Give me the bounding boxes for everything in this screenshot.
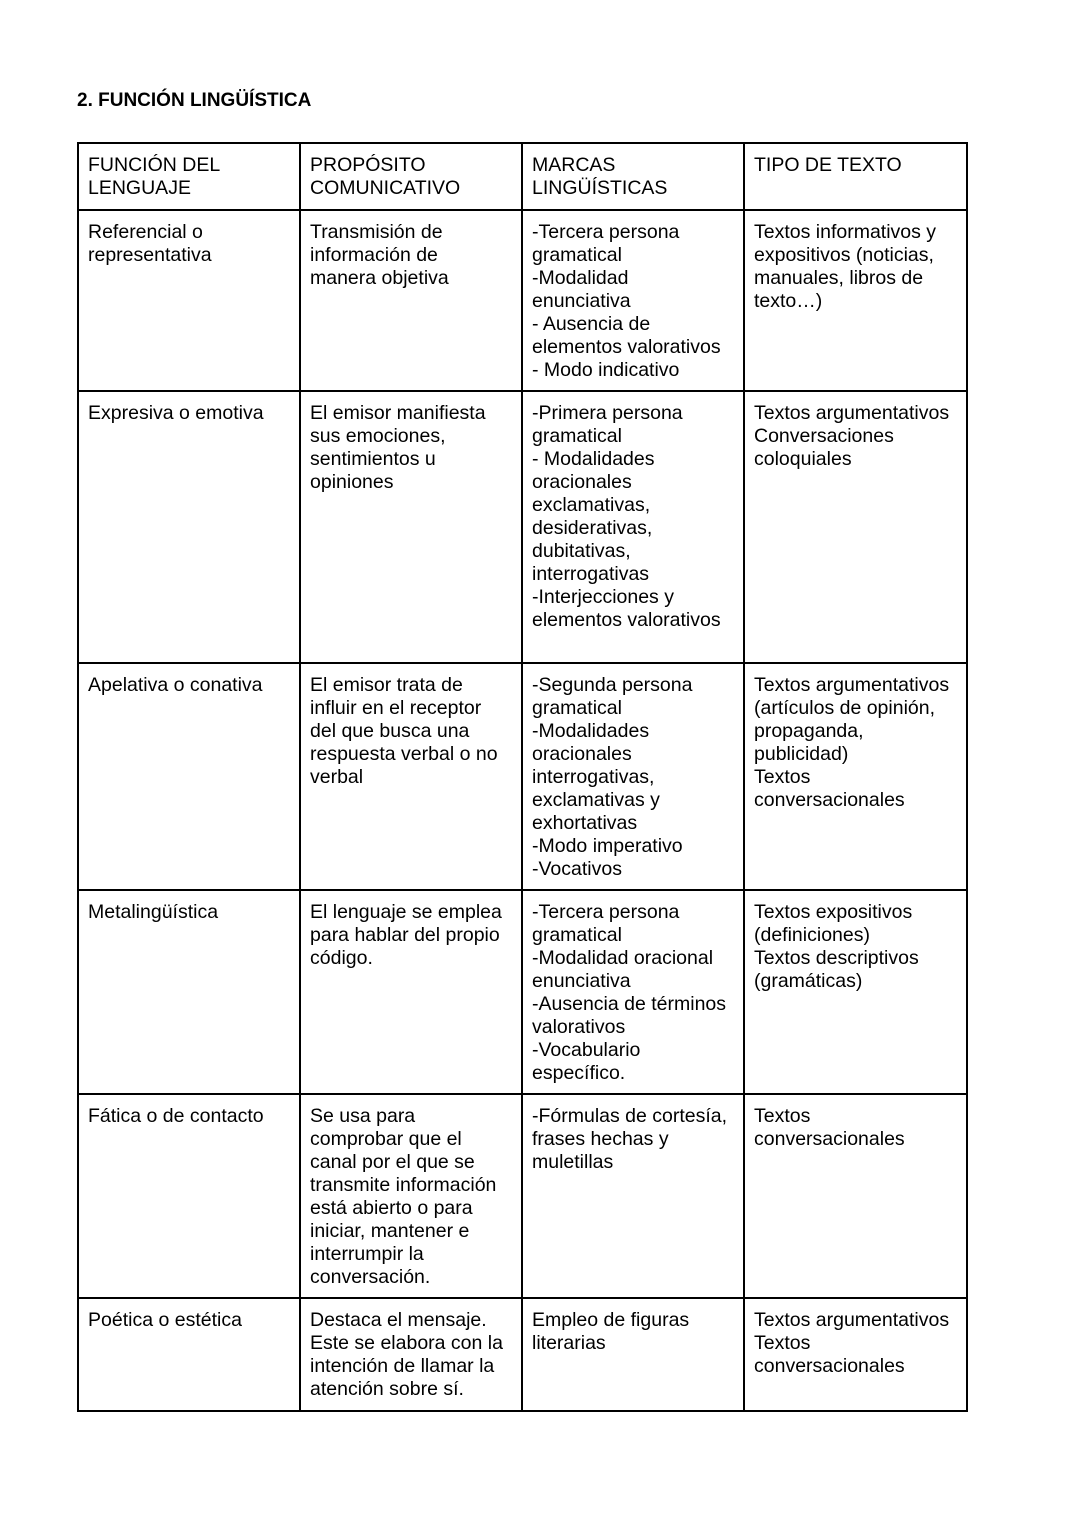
table-cell: Destaca el mensaje. Este se elabora con la intención de llamar la atención sobre sí. [300,1298,522,1411]
table-cell: El lenguaje se emplea para hablar del propio código. [300,890,522,1094]
section-heading: 2. FUNCIÓN LINGÜÍSTICA [77,90,312,111]
table-header-row [78,143,967,210]
table-cell: Textos informativos y expositivos (noticias, manuales, libros de texto…) [744,210,967,391]
header-cell-tipo: TIPO DE TEXTO [744,143,967,210]
table-row [78,1298,967,1411]
table-cell: -Primera persona gramatical - Modalidades oracionales exclamativas, desiderativas, dubitativas, interrogativas -Interjecciones y elementos valorativos [522,391,744,663]
table-row [78,1094,967,1298]
table-cell: Textos conversacionales [744,1094,967,1298]
table-cell: -Tercera persona gramatical -Modalidad enunciativa - Ausencia de elementos valorativos - Modo indicativo [522,210,744,391]
table-row [78,890,967,1094]
table-row [78,663,967,890]
table-cell: El emisor manifiesta sus emociones, sentimientos u opiniones [300,391,522,663]
table-cell: Fática o de contacto [78,1094,300,1298]
table-cell: Referencial o representativa [78,210,300,391]
table-cell: Expresiva o emotiva [78,391,300,663]
header-cell-funcion: FUNCIÓN DEL LENGUAJE [78,143,300,210]
table-cell: Se usa para comprobar que el canal por el que se transmite información está abierto o para iniciar, mantener e interrumpir la conversación. [300,1094,522,1298]
table-cell: Transmisión de información de manera objetiva [300,210,522,391]
table-cell: Textos argumentativos (artículos de opinión, propaganda, publicidad) Textos conversacionales [744,663,967,890]
table-cell: -Tercera persona gramatical -Modalidad oracional enunciativa -Ausencia de términos valorativos -Vocabulario específico. [522,890,744,1094]
table-cell: Textos expositivos (definiciones) Textos descriptivos (gramáticas) [744,890,967,1094]
language-functions-table [77,142,968,1412]
header-cell-marcas: MARCAS LINGÜÍSTICAS [522,143,744,210]
table-row [78,391,967,663]
table-cell: -Fórmulas de cortesía, frases hechas y muletillas [522,1094,744,1298]
table-cell: El emisor trata de influir en el receptor del que busca una respuesta verbal o no verbal [300,663,522,890]
table-cell: Apelativa o conativa [78,663,300,890]
table-cell: Poética o estética [78,1298,300,1411]
table-cell: -Segunda persona gramatical -Modalidades oracionales interrogativas, exclamativas y exhortativas -Modo imperativo -Vocativos [522,663,744,890]
header-cell-proposito: PROPÓSITO COMUNICATIVO [300,143,522,210]
table-cell: Metalingüística [78,890,300,1094]
table-cell: Empleo de figuras literarias [522,1298,744,1411]
table-cell: Textos argumentativos Conversaciones coloquiales [744,391,967,663]
table-row [78,210,967,391]
table-cell: Textos argumentativos Textos conversacionales [744,1298,967,1411]
